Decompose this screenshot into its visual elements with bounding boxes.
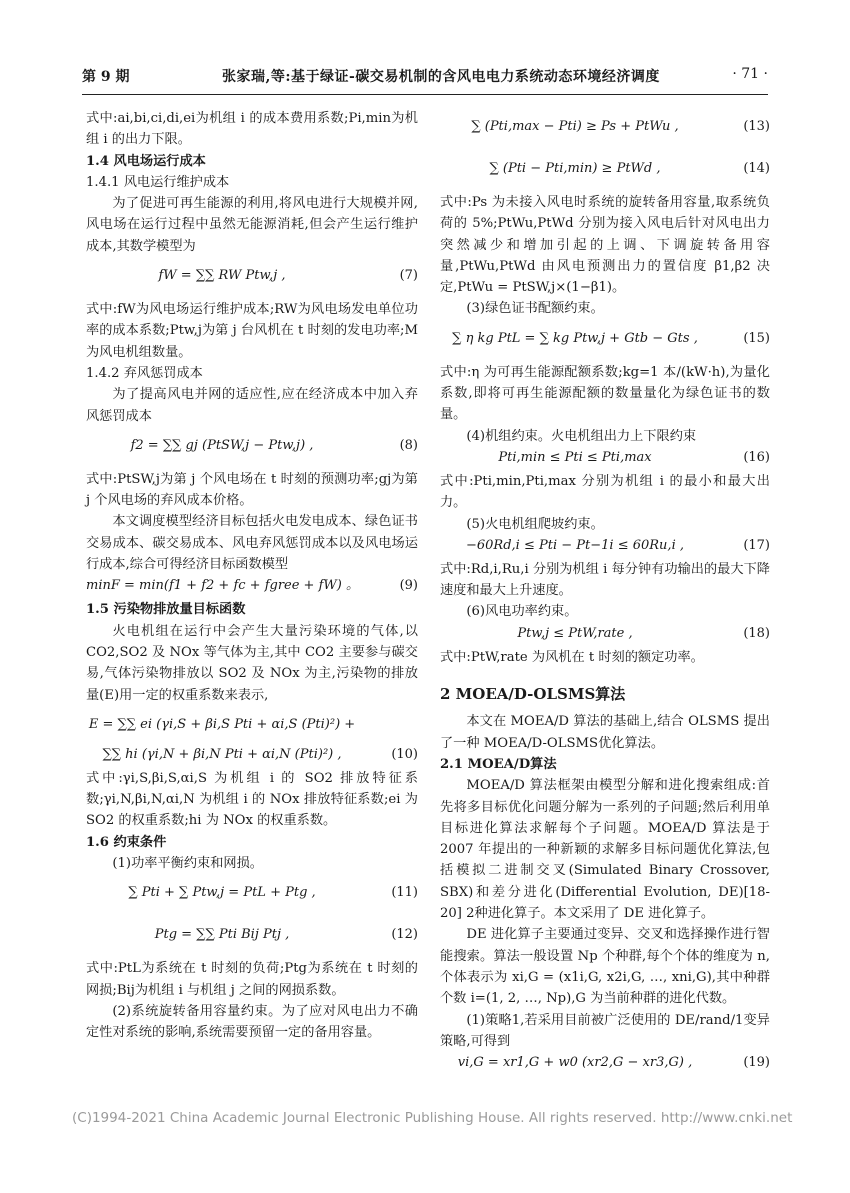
paragraph: (6)风电功率约束。 <box>466 604 578 620</box>
paragraph: 式中:Pti,min,Pti,max 分别为机组 i 的最小和最大出力。 <box>440 473 770 511</box>
page-number: · 71 · <box>732 66 768 82</box>
paragraph: 本文调度模型经济目标包括火电发电成本、绿色证书交易成本、碳交易成本、风电弃风惩罚成本以及风电场运行成本,综合可得经济目标函数模型 <box>86 514 418 573</box>
paragraph: 式中:PtSW,j为第 j 个风电场在 t 时刻的预测功率;gj为第 j 个风电场的弃风成本价格。 <box>86 471 418 509</box>
paragraph: 式中:η 为可再生能源配额系数;kg=1 本/(kW·h),为量化系数,即将可再生能源配额的数量量化为绿色证书的数量。 <box>440 364 770 423</box>
equation-14: ∑ (Pti − Pti,min) ≥ PtWd , (14) <box>489 161 770 176</box>
paragraph: DE 进化算子主要通过变异、交叉和选择操作进行智能搜索。算法一般设置 Np 个种群,每个个体的维度为 n,个体表示为 xi,G = (x1i,G, x2i,G, …, xni,G),其中种群个数 i=(1, 2, …, Np),G 为当前种群的进化代数。 <box>440 927 770 1007</box>
paragraph: 为了提高风电并网的适应性,应在经济成本中加入弃风惩罚成本 <box>86 387 418 424</box>
paragraph: (2)系统旋转备用容量约束。为了应对风电出力不确定性对系统的影响,系统需要预留一定的备用容量。 <box>86 1003 418 1041</box>
subsection-heading: 1.4.2 弃风惩罚成本 <box>86 365 203 381</box>
paragraph: (1)策略1,若采用目前被广泛使用的 DE/rand/1变异策略,可得到 <box>440 1012 770 1049</box>
paragraph: 式中:Ps 为未接入风电时系统的旋转备用容量,取系统负荷的 5%;PtWu,PtWd 分别为接入风电后针对风电出力突然减少和增加引起的上调、下调旋转备用容量,PtWu,PtWd 由风电预测出力的置信度 β1,β2 决定,PtWu = PtSW,j×(1−β1)。 <box>440 195 770 296</box>
issue-number: 第 9 期 <box>82 69 130 85</box>
equation-7: fW = ∑∑ RW Ptw,j , (7) <box>158 268 418 284</box>
paragraph: MOEA/D 算法框架由模型分解和进化搜索组成:首先将多目标优化问题分解为一系列的子问题;然后利用单目标进化算法求解每个子问题。MOEA/D 算法是于 2007 年提出的一种新颖的求解多目标问题优化算法,包括模拟二进制交叉(Simulated Binary Crossover, SBX)和差分进化(Differential Evolution, DE)[18-20] 2种进化算子。本文采用了 DE 进化算子。 <box>440 778 770 922</box>
paragraph: 式中:Rd,i,Ru,i 分别为机组 i 每分钟有功输出的最大下降速度和最大上升速度。 <box>440 561 770 599</box>
paragraph: (1)功率平衡约束和网损。 <box>112 856 263 872</box>
paragraph: 式中:γi,S,βi,S,αi,S 为机组 i 的 SO2 排放特征系数;γi,N,βi,N,αi,N 为机组 i 的 NOx 排放特征系数;ei 为 SO2 的权重系数;hi 为 NOx 的权重系数。 <box>86 770 418 829</box>
equation-8: f2 = ∑∑ gj (PtSW,j − Ptw,j) , (8) <box>130 437 418 453</box>
paragraph: 式中:ai,bi,ci,di,ei为机组 i 的成本费用系数;Pi,min为机组 i 的出力下限。 <box>86 111 418 148</box>
section-heading: 1.4 风电场运行成本 <box>86 153 206 169</box>
paragraph: (3)绿色证书配额约束。 <box>466 301 604 317</box>
page-header <box>82 66 768 92</box>
paragraph: (5)火电机组爬坡约束。 <box>466 516 604 532</box>
equation-12: Ptg = ∑∑ Pti Bij Ptj , (12) <box>154 927 418 943</box>
subsection-heading: 1.4.1 风电运行维护成本 <box>86 174 230 190</box>
section-heading: 1.5 污染物排放量目标函数 <box>86 602 246 618</box>
running-title: 张家瑞,等:基于绿证-碳交易机制的含风电电力系统动态环境经济调度 <box>222 69 660 85</box>
section-heading: 1.6 约束条件 <box>86 834 167 850</box>
paragraph: 式中:PtL为系统在 t 时刻的负荷;Ptg为系统在 t 时刻的网损;Bij为机组 i 与机组 j 之间的网损系数。 <box>86 961 418 998</box>
paragraph: 为了促进可再生能源的利用,将风电进行大规模并网,风电场在运行过程中虽然无能源消耗,但会产生运行维护成本,其数学模型为 <box>86 196 418 254</box>
paragraph: 火电机组在运行中会产生大量污染环境的气体,以 CO2,SO2 及 NOx 等气体为主,其中 CO2 主要参与碳交易,气体污染物排放以 SO2 及 NOx 为主,污染物的排放量(E)用一定的权重系数来表示, <box>86 623 418 703</box>
equation-18: Ptw,j ≤ PtW,rate , (18) <box>517 625 770 641</box>
copyright-watermark: (C)1994-2021 China Academic Journal Electronic Publishing House. All rights reserved. http://www.cnki.net <box>72 1110 793 1126</box>
left-column <box>86 108 418 1044</box>
paragraph: 式中:fW为风电场运行维护成本;RW为风电场发电单位功率的成本系数;Ptw,j为第 j 台风机在 t 时刻的发电功率;M 为风电机组数量。 <box>86 302 418 360</box>
section-heading: 2 MOEA/D-OLSMS算法 <box>440 685 626 704</box>
header-rule <box>82 94 768 95</box>
equation-11: ∑ Pti + ∑ Ptw,j = PtL + Ptg , (11) <box>128 885 418 901</box>
equation-10-line2: ∑∑ hi (γi,N + βi,N Pti + αi,N (Pti)²) , (10) <box>102 746 418 762</box>
paragraph: 本文在 MOEA/D 算法的基础上,结合 OLSMS 提出了一种 MOEA/D-OLSMS优化算法。 <box>440 714 770 751</box>
equation-15: ∑ η kg PtL = ∑ kg Ptw,j + Gtb − Gts , (15) <box>452 330 770 346</box>
equation-10-line1: E = ∑∑ ei (γi,S + βi,S Pti + αi,S (Pti)²) + <box>88 716 356 732</box>
section-heading: 2.1 MOEA/D算法 <box>440 756 557 772</box>
right-column <box>440 108 770 1076</box>
paragraph: (4)机组约束。火电机组出力上下限约束 <box>466 428 697 444</box>
equation-19: vi,G = xr1,G + w0 (xr2,G − xr3,G) , (19) <box>457 1055 770 1071</box>
equation-16: Pti,min ≤ Pti ≤ Pti,max (16) <box>498 449 770 465</box>
equation-13: ∑ (Pti,max − Pti) ≥ Ps + PtWu , (13) <box>471 119 770 134</box>
equation-9: minF = min(f1 + f2 + fc + fgree + fW) 。 (9) <box>86 578 418 594</box>
equation-17: −60Rd,i ≤ Pti − Pt−1i ≤ 60Ru,i , (17) <box>466 537 770 553</box>
paragraph: 式中:PtW,rate 为风机在 t 时刻的额定功率。 <box>440 649 704 665</box>
